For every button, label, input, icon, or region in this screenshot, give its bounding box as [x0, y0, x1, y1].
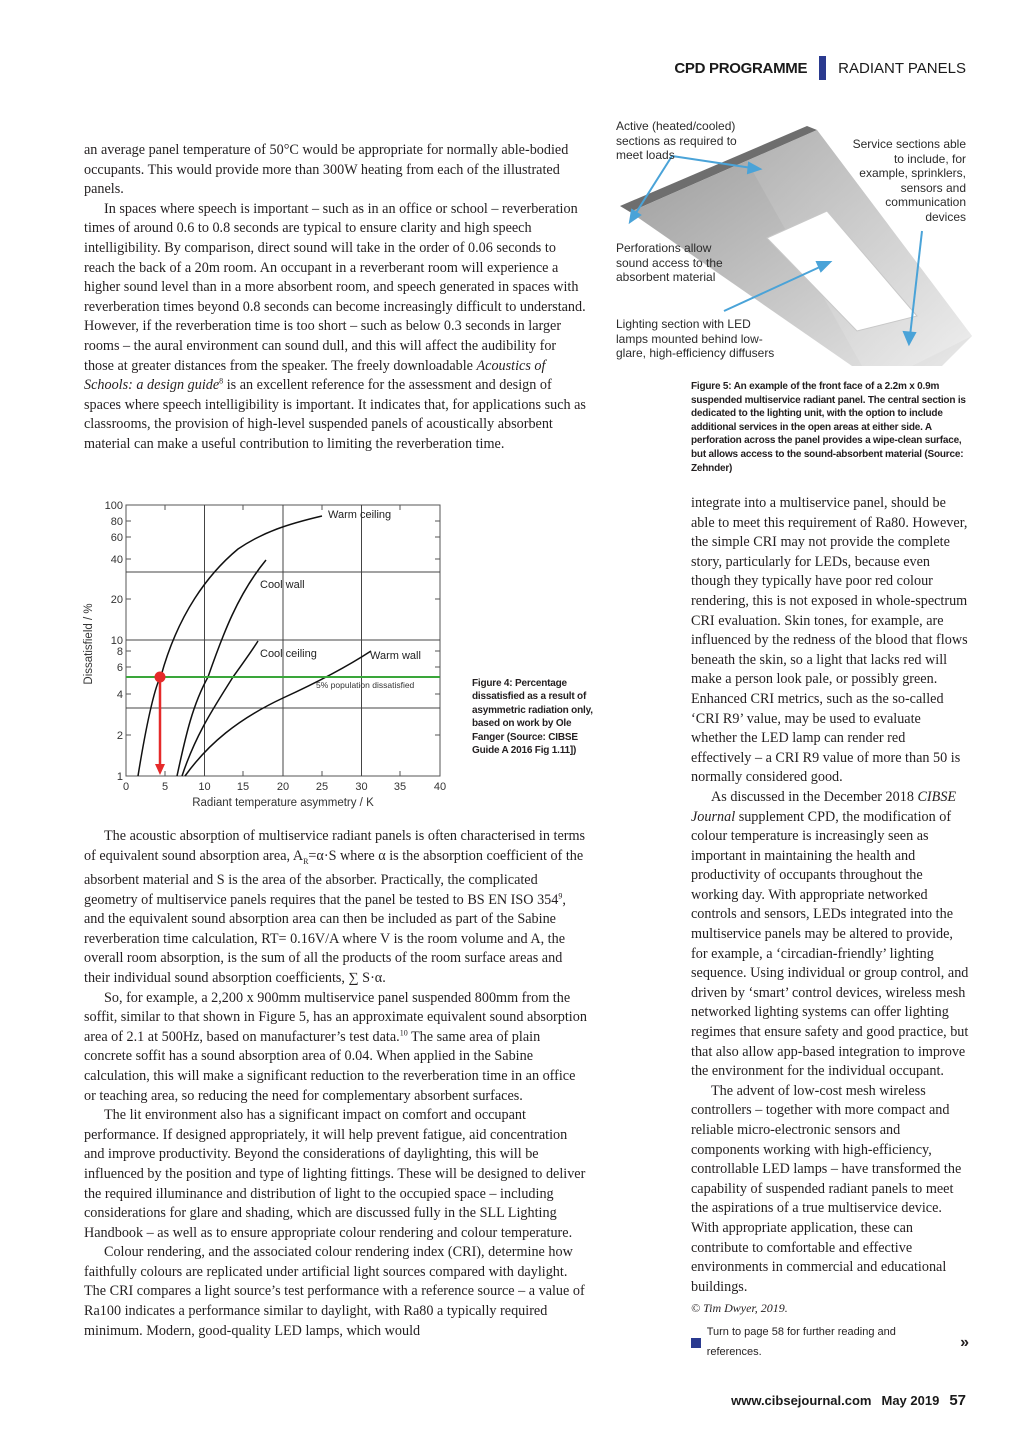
- curve-label-cool-ceiling: Cool ceiling: [260, 648, 317, 660]
- svg-text:35: 35: [393, 781, 407, 793]
- svg-text:4: 4: [116, 689, 123, 701]
- paragraph: Colour rendering, and the associated colour rendering index (CRI), determine how faithfully colours are replicated under artificial light sources compared with daylight. The CRI compares a light source’s test performance with a reference source – a value of Ra100 indicates a performance similar to daylight, with Ra80 a typically required minimum. Modern, good-quality LED lamps, which would: [84, 1244, 585, 1339]
- figure-5-caption: Figure 5: An example of the front face of a 2.2m x 0.9m suspended multiservice radiant panel. The central section is dedicated to the lighting unit, with the option to include additional services in the open areas at either side. A perforation across the panel provides a wipe-clean surface, but allows access to the sound-absorbent material (Source: Zehnder): [691, 381, 966, 474]
- svg-text:100: 100: [104, 500, 123, 512]
- paragraph: In spaces where speech is important – such as in an office or school – reverberation times of around 0.6 to 0.8 seconds are typical to ensure clarity and high speech intelligibility. By comparison, direct sound will take in the order of 0.06 seconds to reach the back of a 20m room. An occupant in a reverberant room will experience a higher sound level than in a more absorbent room, and speech generated in spaces with reverberation times beyond 0.8 seconds can become increasingly difficult to understand. However, if the reverberation time is too short – such as below 0.3 seconds in larger rooms – the aural environment can sound dull, and this will affect the audibility for those at greater distances from the speaker. The freely downloadable Acoustics of Schools: a design guide$^8$ is an excellent reference for the assessment and design of spaces where speech intelligibility is important. It indicates that, for applications such as classrooms, the provision of high-level suspended panels of acoustically absorbent material can make a useful contribution to limiting the reverberation time.: [84, 200, 586, 452]
- reference-9[interactable]: 9: [558, 890, 563, 900]
- reference-10[interactable]: 10: [399, 1028, 408, 1038]
- curve-label-warm-ceiling: Warm ceiling: [328, 509, 392, 521]
- svg-text:10: 10: [198, 781, 211, 793]
- header-divider-bar: [819, 56, 826, 80]
- x-axis-label: Radiant temperature asymmetry / K: [192, 797, 374, 809]
- five-percent-label: 5% population dissatisfied: [316, 680, 415, 690]
- threshold-point: [155, 672, 166, 683]
- paragraph: The advent of low-cost mesh wireless controllers – together with more compact and reliable micro-electronic sensors and components working with high-efficiency, controllable LED lamps – have transformed the capability of suspended radiant panels to meet the aspirations of a true multiservice device. With appropriate application, these can contribute to comfortable and effective environments in commercial and educational buildings.: [691, 1082, 962, 1295]
- svg-text:40: 40: [110, 554, 123, 566]
- label-perforations: Perforations allow sound access to the absorbent material: [616, 241, 723, 284]
- svg-text:6: 6: [116, 662, 123, 674]
- guide-title: Acoustics of Schools: a design guide: [84, 357, 546, 394]
- curve-label-cool-wall: Cool wall: [260, 579, 305, 591]
- page-number: 57: [949, 1392, 966, 1409]
- curve-label-warm-wall: Warm wall: [370, 650, 421, 662]
- svg-text:30: 30: [355, 781, 368, 793]
- page-header: [674, 56, 966, 80]
- turn-to-page-link[interactable]: Turn to page 58 for further reading and references. »: [691, 1323, 969, 1362]
- author-signature: © Tim Dwyer, 2019.: [691, 1301, 788, 1316]
- figure-4-caption: Figure 4: Percentage dissatisfied as a result of asymmetric radiation only, based on work by Ole Fanger (Source: CIBSE Guide A 2016 Fig 1.11]): [472, 678, 593, 757]
- paragraph: an average panel temperature of 50°C would be appropriate for normally able-bodied occupants. This would provide more than 300W heating from each of the illustrated panels.: [84, 142, 569, 198]
- label-active-sections: Active (heated/cooled) sections as required to meet loads: [616, 119, 737, 162]
- svg-text:1: 1: [116, 771, 123, 783]
- right-column: [691, 494, 969, 1362]
- journal-title: CIBSE Journal: [691, 788, 957, 825]
- label-service-sections: Service sections able to include, for example, sprinklers, sensors and communication devices: [852, 137, 966, 224]
- paragraph: integrate into a multiservice panel, should be able to meet this requirement of Ra80. However, the simple CRI may not provide the complete story, particularly for LEDs, because even though they typically have poor red colour rendering, this is not exposed in whole-spectrum CRI evaluation. Skin tones, for example, are influenced by the redness of the blood that flows beneath the skin, so a light that lacks red will make a person look pale, or possibly green. Enhanced CRI metrics, such as the so-called ‘CRI R9’ value, may be used to evaluate whether the LED lamp can render red effectively – a CRI R9 value of more than 50 is normally considered good.: [691, 495, 968, 786]
- svg-text:20: 20: [276, 781, 290, 793]
- website-url[interactable]: www.cibsejournal.com: [731, 1393, 872, 1408]
- svg-text:8: 8: [116, 646, 123, 658]
- svg-text:40: 40: [433, 781, 447, 793]
- svg-text:10: 10: [110, 635, 123, 647]
- double-chevron-right-icon: »: [960, 1333, 969, 1351]
- y-axis-label: Dissatisfield / %: [83, 603, 95, 685]
- svg-text:0: 0: [122, 781, 130, 793]
- issue-date: May 2019: [881, 1393, 940, 1408]
- paragraph: The acoustic absorption of multiservice radiant panels is often characterised in terms of equivalent sound absorption area, $A_R=\alpha\cdot S$ where α is the absorption coefficient of the absorbent material and S is the area of the absorber. Practically, the complicated geometry of multiservice panels requires that the panel be tested to BS EN ISO $354^9$, and the equivalent sound absorption area can then be included as part of the Sabine reverberation time calculation, RT= 0.16V/A where V is the room volume and A, the overall room absorption, is the sum of all the products of the room surface areas and their individual sound absorption coefficients, ∑ S·α.: [84, 828, 586, 986]
- page-footer: [731, 1392, 966, 1409]
- section-label: CPD PROGRAMME: [674, 59, 808, 77]
- figure-4-chart: [78, 494, 458, 814]
- paragraph: As discussed in the December 2018 CIBSE Journal supplement CPD, the modification of colour temperature is increasingly seen as important in maintaining the health and productivity of occupants throughout the working day. With appropriate networked controls and sensors, LEDs integrated into the multiservice panels may be altered to provide, for example, a ‘circadian-friendly’ lighting sequence. Using individual or group control, and driven by ‘smart’ control devices, wireless mesh networked lighting systems can offer lighting regimes that ensure safety and good practice, but that also allow app-based integration to improve the environment for the individual occupant.: [691, 788, 969, 1080]
- left-column-bottom: [84, 827, 589, 1341]
- svg-text:2: 2: [116, 730, 123, 742]
- dissatisfied-chart: [78, 494, 458, 814]
- topic-label: RADIANT PANELS: [838, 59, 966, 77]
- svg-text:5: 5: [161, 781, 169, 793]
- svg-text:15: 15: [236, 781, 250, 793]
- svg-text:80: 80: [110, 516, 123, 528]
- paragraph: The lit environment also has a significant impact on comfort and occupant performance. If designed appropriately, it will help prevent fatigue, aid concentration and improve productivity. Beyond the considerations of daylighting, this will be influenced by the position and type of lighting fittings. These will be designed to deliver the required illuminance and distribution of light to the occupied space – including considerations for glare and shading, which are discussed fully in the SLL Lighting Handbook – as well as to ensure appropriate colour rendering and colour temperature.: [84, 1107, 586, 1241]
- paragraph: So, for example, a 2,200 x 900mm multiservice panel suspended 800mm from the soffit, similar to that shown in Figure 5, has an approximate equivalent sound absorption area of 2.1 at 500Hz, based on manufacturer’s test data.$^{10}$ The same area of plain concrete soffit has a sound absorption area of 0.04. When applied in the Sabine calculation, this will make a significant reduction to the reverberation time in an office or teaching area, so reducing the need for complementary absorbent surfaces.: [84, 989, 587, 1104]
- svg-text:60: 60: [110, 532, 123, 544]
- label-lighting-section: Lighting section with LED lamps mounted behind low-glare, high-efficiency diffusers: [616, 317, 775, 360]
- left-column-top: [84, 141, 589, 455]
- reference-8[interactable]: 8: [219, 376, 224, 386]
- square-bullet-icon: [691, 1338, 701, 1348]
- svg-text:20: 20: [110, 594, 123, 606]
- figure-5-panel-illustration: [612, 116, 972, 366]
- svg-text:25: 25: [315, 781, 329, 793]
